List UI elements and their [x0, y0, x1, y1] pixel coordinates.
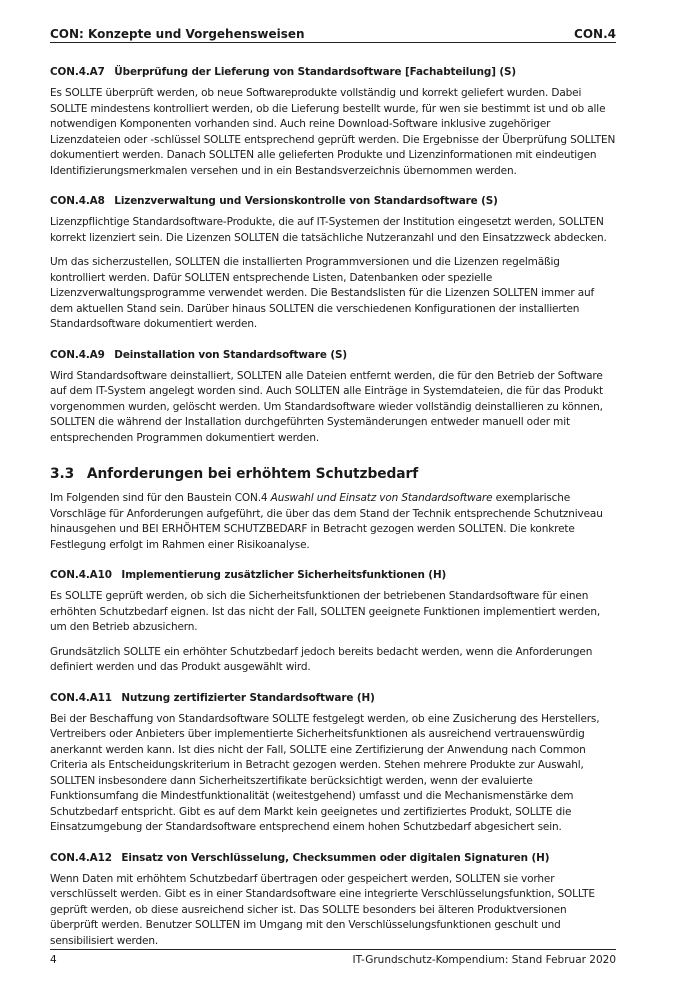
requirement-text-a11: Bei der Beschaffung von Standardsoftware SOLLTE festgelegt werden, ob eine Zusicherung des Herstellers, Vertreibers oder Anbieters über implementierte Sicherheitsfunktionen als ausreichend vertrauenswürdig anerkannt werden kann. Ist dies nicht der Fall, SOLLTE eine Zertifizierung der Anwendung nach Common Criteria als Entscheidungskriterium in Betracht gezogen werden. Stehen mehrere Produkte zur Auswahl, SOLLTEN insbesondere dann Sicherheitszertifikate berücksichtigt werden, wenn der evaluierte Funktionsumfang die Mindestfunktionalität (weitestgehend) umfasst und die Mechanismenstärke dem Schutzbedarf entspricht. Gibt es auf dem Markt kein geeignetes und zertifiziertes Produkt, SOLLTE die Einsatzumgebung der Standardsoftware entsprechend einem hohen Schutzbedarf abgesichert sein. — [50, 712, 600, 833]
requirement-heading-a8 — [50, 194, 616, 208]
footer-divider — [50, 949, 616, 950]
requirement-heading-a7 — [50, 65, 616, 79]
page-number: 4 — [50, 954, 57, 966]
section-heading-3-3 — [50, 465, 616, 483]
requirement-heading-a9 — [50, 348, 616, 362]
page-content — [50, 65, 616, 958]
section-intro-text — [50, 491, 616, 553]
requirement-heading-a11 — [50, 691, 616, 705]
requirement-heading-a10 — [50, 568, 616, 582]
requirement-id: CON.4.A7 — [50, 66, 105, 78]
page-header — [50, 19, 616, 41]
requirement-id: CON.4.A11 — [50, 691, 112, 704]
requirement-title: Lizenzverwaltung und Versionskontrolle von Standardsoftware (S) — [114, 195, 498, 207]
requirement-title: Einsatz von Verschlüsselung, Checksummen oder digitalen Signaturen (H) — [121, 851, 550, 864]
requirement-id: CON.4.A9 — [50, 348, 105, 361]
requirement-heading-a12 — [50, 851, 616, 865]
intro-text-end: exemplarische Vorschläge für Anforderungen aufgeführt, die über das dem Stand der Technik entsprechende Schutzniveau hinausgehen und BEI ERHÖHTEM SCHUTZBEDARF in Betracht gezogen werden SOLLTEN. Die konkrete Festlegung erfolgt im Rahmen einer Risikoanalyse. — [50, 492, 603, 551]
requirement-text-a10-1: Es SOLLTE geprüft werden, ob sich die Sicherheitsfunktionen der betriebenen Standardsoftware für einen erhöhten Schutzbedarf eignen. Ist das nicht der Fall, SOLLTEN geeignete Funktionen implementiert werden, um den Betrieb abzusichern. — [50, 590, 601, 633]
requirement-title: Nutzung zertifizierter Standardsoftware (H) — [121, 691, 375, 704]
module-title-italic: Auswahl und Einsatz von Standardsoftware — [270, 492, 493, 504]
requirement-id: CON.4.A10 — [50, 569, 112, 581]
footer-source: IT-Grundschutz-Kompendium: Stand Februar 2020 — [352, 954, 616, 966]
requirement-id: CON.4.A12 — [50, 851, 112, 864]
header-divider — [50, 42, 616, 43]
header-chapter-title: CON: Konzepte und Vorgehensweisen — [50, 27, 305, 41]
requirement-text-a7: Es SOLLTE überprüft werden, ob neue Softwareprodukte vollständig und korrekt geliefert wurden. Dabei SOLLTE mindestens kontrolliert werden, ob die Lieferung bestellt wurde, für wen sie bestimmt ist und ob alle notwendigen Komponenten vorhanden sind. Auch reine Download-Software inklusive zugehöriger Lizenzdateien oder -schlüssel SOLLTE entsprechend geprüft werden. Die Ergebnisse der Überprüfung SOLLTEN dokumentiert werden. Danach SOLLTEN alle gelieferten Produkte und Lizenzinformationen mit eindeutigen Identifizierungsmerkmalen versehen und in ein Bestandsverzeichnis übernommen werden. — [50, 87, 616, 177]
requirement-title: Überprüfung der Lieferung von Standardsoftware [Fachabteilung] (S) — [114, 66, 517, 78]
requirement-title: Deinstallation von Standardsoftware (S) — [114, 348, 347, 361]
requirement-text-a10-2: Grundsätzlich SOLLTE ein erhöhter Schutzbedarf jedoch bereits bedacht werden, wenn die Anforderungen definiert werden und das Produkt ausgewählt wird. — [50, 645, 593, 673]
section-number: 3.3 — [50, 466, 75, 482]
requirement-text-a12: Wenn Daten mit erhöhtem Schutzbedarf übertragen oder gespeichert werden, SOLLTEN sie vorher verschlüsselt werden. Gibt es in einer Standardsoftware eine integrierte Verschlüsselungsfunktion, SOLLTE geprüft werden, ob diese ausreichend sicher ist. Das SOLLTE besonders bei älteren Produktversionen überprüft werden. Benutzer SOLLTEN im Umgang mit den Verschlüsselungsfunktionen geschult und sensibilisiert werden. — [50, 872, 595, 947]
section-title: Anforderungen bei erhöhtem Schutzbedarf — [86, 466, 419, 482]
requirement-title: Implementierung zusätzlicher Sicherheitsfunktionen (H) — [121, 569, 447, 581]
header-module-id: CON.4 — [574, 27, 616, 41]
page-footer — [50, 954, 616, 966]
requirement-id: CON.4.A8 — [50, 195, 105, 207]
intro-text-start: Im Folgenden sind für den Baustein CON.4 — [50, 492, 271, 504]
requirement-text-a8-2: Um das sicherzustellen, SOLLTEN die installierten Programmversionen und die Lizenzen regelmäßig kontrolliert werden. Dafür SOLLTEN entsprechende Listen, Datenbanken oder spezielle Lizenzverwaltungsprogramme verwendet werden. Die Bestandslisten für die Lizenzen SOLLTEN immer auf dem aktuellen Stand sein. Darüber hinaus SOLLTEN die verschiedenen Konfigurationen der installierten Standardsoftware dokumentiert werden. — [50, 256, 595, 330]
document-page — [50, 0, 616, 990]
requirement-text-a9: Wird Standardsoftware deinstalliert, SOLLTEN alle Dateien entfernt werden, die für den Betrieb der Software auf dem IT-System angelegt worden sind. Auch SOLLTEN alle Einträge in Systemdateien, die für das Produkt vorgenommen wurden, gelöscht werden. Um Standardsoftware wieder vollständig deinstallieren zu können, SOLLTEN die während der Installation durchgeführten Systemänderungen entweder manuell oder mit entsprechenden Programmen dokumentiert werden. — [50, 369, 603, 444]
requirement-text-a8-1: Lizenzpflichtige Standardsoftware-Produkte, die auf IT-Systemen der Institution eingesetzt werden, SOLLTEN korrekt lizenziert sein. Die Lizenzen SOLLTEN die tatsächliche Nutzeranzahl und den Einsatzzweck abdecken. — [50, 216, 607, 244]
